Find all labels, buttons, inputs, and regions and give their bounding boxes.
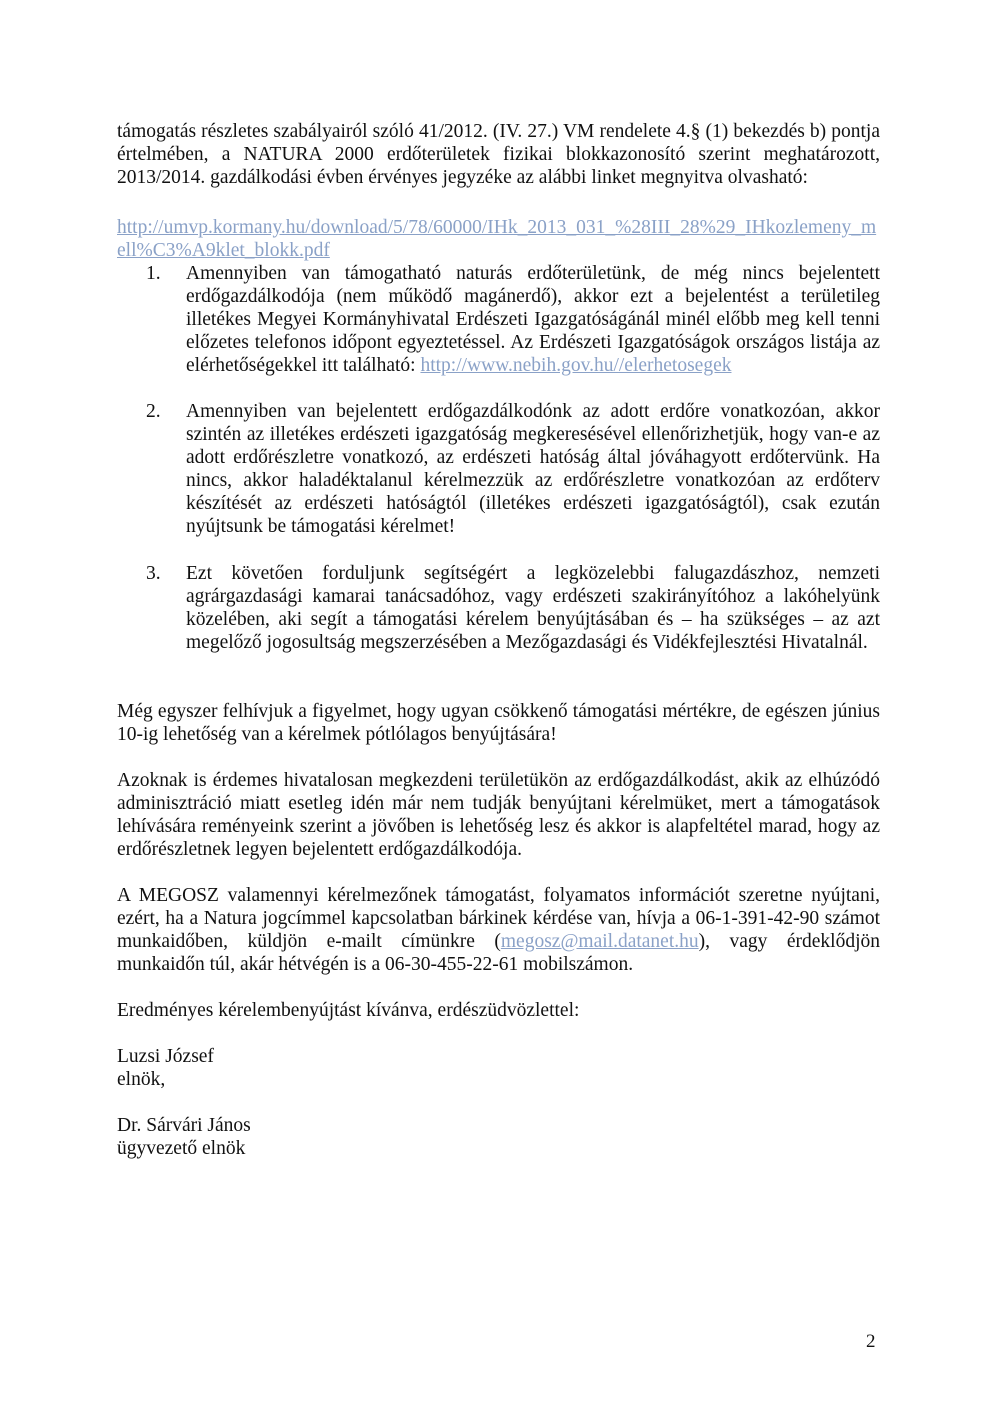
list-item-body (186, 262, 880, 377)
list-item-body (186, 400, 880, 538)
reminder-paragraph (117, 700, 880, 746)
list-item-body (186, 562, 880, 654)
reminder-text: Még egyszer felhívjuk a figyelmet, hogy ugyan csökkenő támogatási mértékre, de egészen június 10-ig lehetőség van a kérelmek pótlólagos benyújtására! (117, 701, 880, 745)
megosz-contact-text-b: ), vagy érdeklődjön munkaidőn túl, akár hétvégén is a 06-30-455-22-61 mobilszámon. (117, 931, 880, 975)
list-item-text: Ezt követően forduljunk segítségért a legközelebbi falugazdászhoz, nemzeti agrárgazdasági kamarai tanácsadóhoz, vagy erdészeti szakirányítóhoz a lakóhelyünk közelében, aki segít a támogatási kérelem benyújtásában és – ha szükséges – az azt megelőző jogosultság megszerzésében a Mezőgazdasági és Vidékfejlesztési Hivatalnál. (186, 563, 880, 653)
list-item-text: Amennyiben van támogatható naturás erdőterületünk, de még nincs bejelentett erdőgazdálkodója (nem működő magánerdő), akkor ezt a bejelentést a területileg illetékes Megyei Kormányhivatal Erdészeti Igazgatóságánál minél előbb meg kell tenni előzetes telefonos időpont egyeztetéssel. Az Erdészeti Igazgatóságok országos listája az elérhetőségekkel itt található: (186, 263, 880, 376)
start-forestry-text: Azoknak is érdemes hivatalosan megkezdeni területükön az erdőgazdálkodást, akik az elhúzódó adminisztráció miatt esetleg idén már nem tudják benyújtani kérelmüket, mert a támogatások lehívására reményeink szerint a jövőben is lehetőség lesz és akkor is alapfeltétel marad, hogy az erdőrészletnek legyen bejelentett erdőgazdálkodója. (117, 770, 880, 860)
signer-title: ügyvezető elnök (117, 1138, 246, 1159)
nebih-contacts-link[interactable]: http://www.nebih.gov.hu//elerhetosegek (420, 355, 732, 376)
start-forestry-paragraph (117, 769, 880, 861)
intro-paragraph (117, 120, 880, 189)
email-link[interactable]: megosz@mail.datanet.hu (500, 931, 699, 952)
signer-2 (117, 1114, 251, 1160)
signer-1 (117, 1045, 214, 1091)
closing-text: Eredményes kérelembenyújtást kívánva, erdészüdvözlettel: (117, 1000, 580, 1021)
natura-list-link[interactable]: http://umvp.kormany.hu/download/5/78/60000/IHk_2013_031_%28III_28%29_IHkozlemeny_mell%C3%A9klet_blokk.pdf (117, 217, 877, 261)
signer-name: Luzsi József (117, 1046, 214, 1067)
intro-text: támogatás részletes szabályairól szóló 41/2012. (IV. 27.) VM rendelete 4.§ (1) bekezdés b) pontja értelmében, a NATURA 2000 erdőterületek fizikai blokkazonosító szerint meghatározott, 2013/2014. gazdálkodási évben érvényes jegyzéke az alábbi linket megnyitva olvasható: (117, 121, 880, 188)
list-item-1 (146, 262, 880, 377)
megosz-contact-paragraph (117, 884, 880, 976)
list-item-text: Amennyiben van bejelentett erdőgazdálkodónk az adott erdőre vonatkozóan, akkor szintén az illetékes erdészeti igazgatóság megkeresésével ellenőrizhetjük, hogy van-e az adott erdőrészletre vonatkozó, az erdészeti hatóság által jóváhagyott erdőtervünk. Ha nincs, akkor haladéktalanul kérelmezzük az erdőrészletre vonatkozóan az erdőterv készítését az erdészeti hatóságtól (illetékes erdészeti igazgatóságtól), csak ezután nyújtsunk be támogatási kérelmet! (186, 401, 880, 537)
list-item-2 (146, 400, 880, 538)
page-number: 2 (866, 1331, 876, 1352)
intro-link-block (117, 216, 880, 262)
megosz-contact-text-a: A MEGOSZ valamennyi kérelmezőnek támogatást, folyamatos információt szeretne nyújtani, ezért, ha a Natura jogcímmel kapcsolatban bárkinek kérdése van, hívja a 06-1-391-42-90 számot munkaidőben, küldjön e-mailt címünkre ( (117, 885, 880, 952)
list-number: 1. (146, 263, 161, 284)
list-number: 2. (146, 401, 161, 422)
list-number: 3. (146, 563, 161, 584)
list-item-3 (146, 562, 880, 654)
signer-name: Dr. Sárvári János (117, 1115, 251, 1136)
closing-line (117, 999, 579, 1022)
signer-title: elnök, (117, 1069, 166, 1090)
